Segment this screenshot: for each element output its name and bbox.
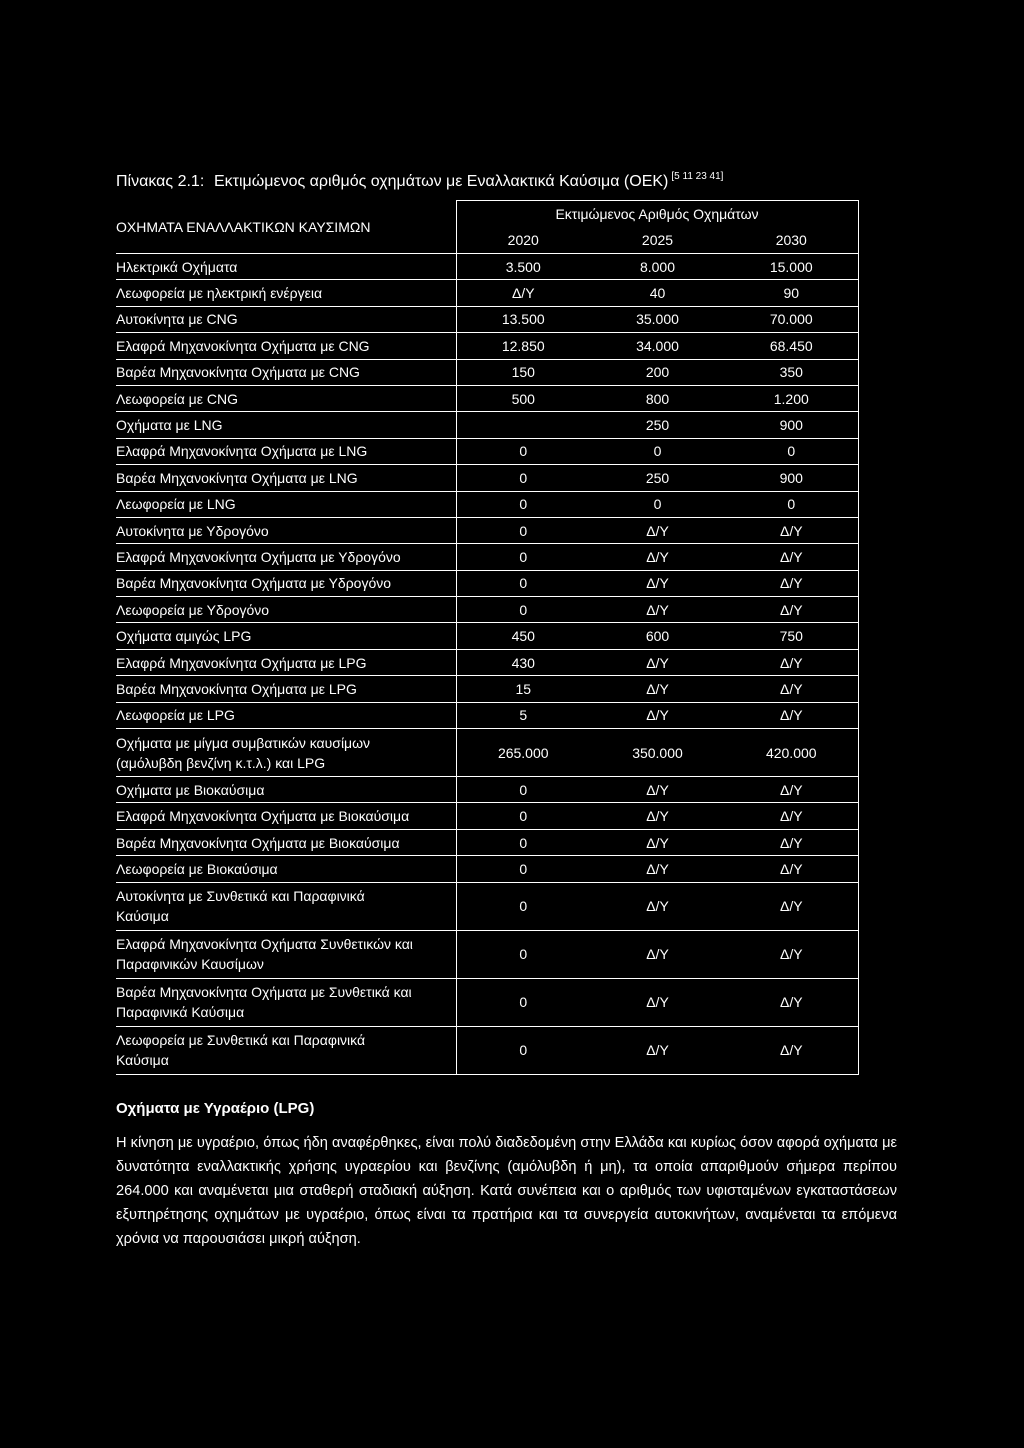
row-value-2020: 0 (456, 829, 590, 855)
row-value-2020: Δ/Υ (456, 280, 590, 306)
table-row (116, 280, 858, 306)
table-row (116, 254, 858, 280)
table-row (116, 978, 858, 1026)
row-value-2030: Δ/Υ (725, 702, 858, 728)
row-value-2020: 13.500 (456, 306, 590, 332)
row-label (116, 978, 456, 1026)
row-value-2020: 12.850 (456, 333, 590, 359)
table-row (116, 517, 858, 543)
row-value-2025: Δ/Υ (590, 829, 725, 855)
section-title: Οχήματα με Υγραέριο (LPG) (116, 1100, 315, 1117)
row-label-line: Βαρέα Μηχανοκίνητα Οχήματα με LPG (116, 680, 357, 697)
row-value-2025: Δ/Υ (590, 649, 725, 675)
row-value-2020: 0 (456, 570, 590, 596)
table-row (116, 333, 858, 359)
row-label-line: Λεωφορεία με ηλεκτρική ενέργεια (116, 285, 323, 302)
row-label-line: Βαρέα Μηχανοκίνητα Οχήματα με Βιοκαύσιμα (116, 834, 400, 851)
table-row (116, 829, 858, 855)
row-label (116, 491, 456, 517)
table-row (116, 385, 858, 411)
row-label (116, 517, 456, 543)
row-value-2025: 350.000 (590, 729, 725, 777)
table-row (116, 623, 858, 649)
row-label-line: Παραφινικά Καύσιμα (116, 1004, 245, 1021)
table-row (116, 597, 858, 623)
row-label (116, 412, 456, 438)
row-value-2025: 0 (590, 438, 725, 464)
table-row (116, 544, 858, 570)
row-label (116, 597, 456, 623)
row-value-2030: Δ/Υ (725, 777, 858, 803)
row-value-2025: 250 (590, 412, 725, 438)
row-value-2025: Δ/Υ (590, 777, 725, 803)
row-label (116, 623, 456, 649)
row-value-2020: 500 (456, 385, 590, 411)
row-label-line: Αυτοκίνητα με Συνθετικά και Παραφινικά (116, 888, 365, 905)
table-row (116, 702, 858, 728)
table-row (116, 570, 858, 596)
row-value-2020: 0 (456, 856, 590, 882)
row-value-2030: 900 (725, 412, 858, 438)
table-row (116, 465, 858, 491)
table-row (116, 649, 858, 675)
row-label-line: Ηλεκτρικά Οχήματα (116, 258, 238, 275)
row-value-2020: 0 (456, 465, 590, 491)
row-value-2025: Δ/Υ (590, 597, 725, 623)
row-label (116, 829, 456, 855)
row-label-line: Καύσιμα (116, 1052, 169, 1069)
row-value-2030: Δ/Υ (725, 978, 858, 1026)
row-value-2030: Δ/Υ (725, 829, 858, 855)
row-label-line: Αυτοκίνητα με Υδρογόνο (116, 522, 269, 539)
row-label (116, 702, 456, 728)
row-label-line: Παραφινικών Καυσίμων (116, 956, 264, 973)
row-label (116, 333, 456, 359)
row-value-2025: Δ/Υ (590, 803, 725, 829)
row-label (116, 280, 456, 306)
row-label-line: Ελαφρά Μηχανοκίνητα Οχήματα με Βιοκαύσιμα (116, 808, 410, 825)
row-label (116, 254, 456, 280)
row-value-2020: 0 (456, 438, 590, 464)
table-row (116, 676, 858, 702)
row-value-2030: 15.000 (725, 254, 858, 280)
row-value-2020: 0 (456, 882, 590, 930)
row-value-2020: 0 (456, 544, 590, 570)
row-value-2025: Δ/Υ (590, 702, 725, 728)
row-label-line: Λεωφορεία με Υδρογόνο (116, 601, 270, 618)
row-value-2030: 900 (725, 465, 858, 491)
row-label (116, 729, 456, 777)
row-label (116, 803, 456, 829)
row-label-line: Ελαφρά Μηχανοκίνητα Οχήματα Συνθετικών και (116, 936, 413, 953)
table-row (116, 882, 858, 930)
row-value-2030: Δ/Υ (725, 930, 858, 978)
header-main: ΟΧΗΜΑΤΑ ΕΝΑΛΛΑΚΤΙΚΩΝ ΚΑΥΣΙΜΩΝ (116, 218, 371, 235)
row-label-line: Λεωφορεία με LPG (116, 707, 235, 724)
row-value-2020: 0 (456, 597, 590, 623)
row-value-2030: Δ/Υ (725, 544, 858, 570)
table-row (116, 306, 858, 332)
year-2030: 2030 (725, 227, 858, 254)
row-value-2030: 350 (725, 359, 858, 385)
row-label (116, 930, 456, 978)
row-label (116, 465, 456, 491)
row-value-2020: 3.500 (456, 254, 590, 280)
row-label-line: Ελαφρά Μηχανοκίνητα Οχήματα με CNG (116, 337, 370, 354)
row-label (116, 438, 456, 464)
row-value-2030: Δ/Υ (725, 649, 858, 675)
row-value-2025: Δ/Υ (590, 856, 725, 882)
row-label (116, 306, 456, 332)
row-value-2020: 0 (456, 978, 590, 1026)
table-header-row (116, 201, 858, 228)
table-row (116, 359, 858, 385)
section-paragraph: Η κίνηση με υγραέριο, όπως ήδη αναφέρθηκες, είναι πολύ διαδεδομένη στην Ελλάδα και κυρίως όσον αφορά οχήματα με δυνατότητα εναλλακτικής χρήσης υγραερίου και βενζίνης (αμόλυβδη ή μη), τα οποία απαριθμούν σήμερα περίπου 264.000 και αναμένεται μια σταθερή σταδιακή αύξηση. Κατά συνέπεια και ο αριθμός των υφισταμένων εγκαταστάσεων εξυπηρέτησης οχημάτων με υγραέριο, όπως είναι τα πρατήρια και τα συνεργεία αυτοκινήτων, αναμένεται τα επόμενα χρόνια να παρουσιάσει μικρή αύξηση. (116, 1135, 897, 1247)
row-value-2030: Δ/Υ (725, 570, 858, 596)
row-value-2030: 70.000 (725, 306, 858, 332)
row-value-2020: 0 (456, 803, 590, 829)
row-value-2030: 0 (725, 438, 858, 464)
row-label-line: Ελαφρά Μηχανοκίνητα Οχήματα με LPG (116, 654, 367, 671)
row-value-2025: Δ/Υ (590, 570, 725, 596)
row-label-line: Λεωφορεία με Συνθετικά και Παραφινικά (116, 1032, 366, 1049)
row-value-2030: 90 (725, 280, 858, 306)
row-label-line: Αυτοκίνητα με CNG (116, 311, 238, 328)
row-label (116, 570, 456, 596)
row-value-2030: 68.450 (725, 333, 858, 359)
row-value-2025: Δ/Υ (590, 676, 725, 702)
row-value-2025: 250 (590, 465, 725, 491)
row-value-2025: 0 (590, 491, 725, 517)
row-value-2020: 0 (456, 1026, 590, 1074)
row-label-line: Βαρέα Μηχανοκίνητα Οχήματα με LNG (116, 469, 358, 486)
row-label-line: Οχήματα με LNG (116, 417, 223, 434)
row-value-2020: 0 (456, 491, 590, 517)
row-value-2020: 0 (456, 930, 590, 978)
row-value-2020: 265.000 (456, 729, 590, 777)
row-value-2025: Δ/Υ (590, 978, 725, 1026)
row-value-2030: 0 (725, 491, 858, 517)
row-value-2030: Δ/Υ (725, 597, 858, 623)
row-value-2025: 600 (590, 623, 725, 649)
row-value-2030: 420.000 (725, 729, 858, 777)
table-row (116, 438, 858, 464)
row-value-2025: Δ/Υ (590, 1026, 725, 1074)
row-value-2025: 800 (590, 385, 725, 411)
row-label-line: Καύσιμα (116, 908, 169, 925)
row-value-2030: Δ/Υ (725, 517, 858, 543)
row-value-2030: 750 (725, 623, 858, 649)
row-label (116, 1026, 456, 1074)
row-value-2030: Δ/Υ (725, 1026, 858, 1074)
row-value-2025: 35.000 (590, 306, 725, 332)
table-caption (116, 171, 723, 191)
row-label (116, 777, 456, 803)
row-label (116, 649, 456, 675)
row-value-2020: 450 (456, 623, 590, 649)
row-label (116, 544, 456, 570)
row-label-line: Ελαφρά Μηχανοκίνητα Οχήματα με LNG (116, 443, 368, 460)
table-row (116, 729, 858, 777)
year-2020: 2020 (456, 227, 590, 254)
row-value-2025: Δ/Υ (590, 517, 725, 543)
row-value-2025: 8.000 (590, 254, 725, 280)
row-value-2025: 34.000 (590, 333, 725, 359)
row-label-line: Οχήματα με μίγμα συμβατικών καυσίμων (116, 734, 371, 751)
row-label-line: (αμόλυβδη βενζίνη κ.τ.λ.) και LPG (116, 754, 326, 771)
row-value-2020: 15 (456, 676, 590, 702)
row-value-2025: Δ/Υ (590, 882, 725, 930)
row-label-line: Λεωφορεία με CNG (116, 390, 238, 407)
year-2025: 2025 (641, 232, 674, 248)
row-value-2020 (456, 412, 590, 438)
row-label (116, 676, 456, 702)
row-value-2020: 150 (456, 359, 590, 385)
row-value-2020: 0 (456, 517, 590, 543)
row-label-line: Βαρέα Μηχανοκίνητα Οχήματα με Υδρογόνο (116, 575, 392, 592)
row-label-line: Βαρέα Μηχανοκίνητα Οχήματα με Συνθετικά και (116, 984, 412, 1001)
caption-number: Πίνακας 2.1: (116, 173, 205, 190)
row-value-2030: Δ/Υ (725, 676, 858, 702)
row-label (116, 359, 456, 385)
row-label-line: Ελαφρά Μηχανοκίνητα Οχήματα με Υδρογόνο (116, 548, 401, 565)
table-row (116, 1026, 858, 1074)
row-label-line: Λεωφορεία με Βιοκαύσιμα (116, 860, 278, 877)
row-label (116, 385, 456, 411)
table-row (116, 412, 858, 438)
row-value-2025: 200 (590, 359, 725, 385)
table-row (116, 856, 858, 882)
table-row (116, 930, 858, 978)
table-row (116, 777, 858, 803)
row-value-2025: Δ/Υ (590, 544, 725, 570)
row-value-2020: 430 (456, 649, 590, 675)
row-label (116, 882, 456, 930)
header-span: Εκτιμώμενος Αριθμός Οχημάτων (456, 201, 858, 228)
row-label (116, 856, 456, 882)
row-value-2025: 40 (590, 280, 725, 306)
table-row (116, 803, 858, 829)
row-label-line: Οχήματα αμιγώς LPG (116, 628, 252, 645)
row-value-2020: 0 (456, 777, 590, 803)
row-value-2030: Δ/Υ (725, 856, 858, 882)
caption-refs: [5 11 23 41] (671, 171, 724, 182)
row-value-2030: Δ/Υ (725, 803, 858, 829)
row-label-line: Βαρέα Μηχανοκίνητα Οχήματα με CNG (116, 364, 360, 381)
row-label-line: Λεωφορεία με LNG (116, 496, 236, 513)
table-row (116, 491, 858, 517)
row-label-line: Οχήματα με Βιοκαύσιμα (116, 781, 265, 798)
caption-title: Εκτιμώμενος αριθμός οχημάτων με Εναλλακτικά Καύσιμα (ΟΕΚ) (214, 173, 669, 190)
row-value-2030: Δ/Υ (725, 882, 858, 930)
row-value-2025: Δ/Υ (590, 930, 725, 978)
vehicles-table (116, 200, 859, 1075)
row-value-2020: 5 (456, 702, 590, 728)
row-value-2030: 1.200 (725, 385, 858, 411)
